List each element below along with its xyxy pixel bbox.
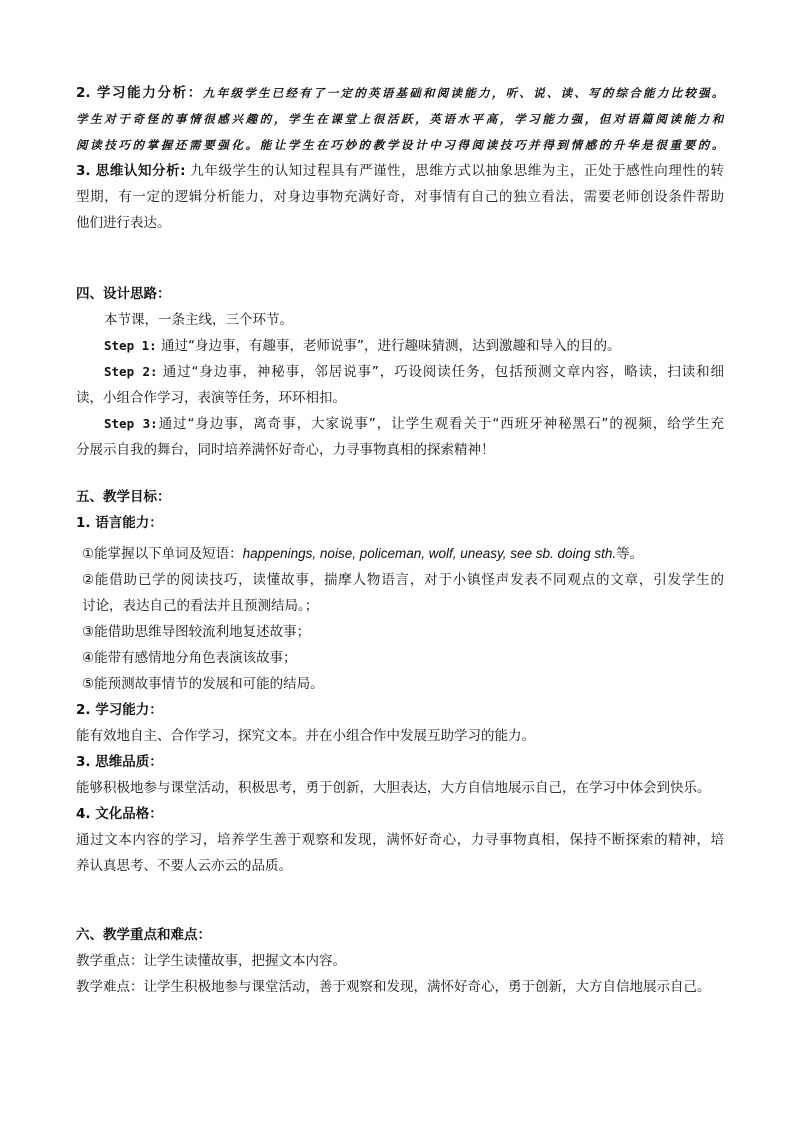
step-text: 通过“身边事，离奇事，大家说事”，让学生观看关于“西班牙神秘黑石”的视频，给学生充	[157, 416, 724, 432]
section-label: 2. 学习能力分析：	[76, 85, 203, 101]
objective-text: 等。	[616, 546, 644, 562]
paragraph-text: 九年级学生已经有了一定的英语基础和阅读能力，听、说、读、写的综合能力比较强。	[202, 86, 724, 100]
paragraph-line: 阅读技巧的掌握还需要强化。能让学生在巧妙的教学设计中习得阅读技巧并得到情感的升华是很重要的。	[76, 138, 724, 152]
step-text: 通过“身边事，神秘事，邻居说事”，巧设阅读任务，包括预测文章内容，略读，扫读和细	[157, 364, 724, 380]
subsection-label: 2. 学习能力：	[76, 702, 163, 718]
subsection-label: 4. 文化品格：	[76, 806, 163, 822]
teaching-objectives-section	[76, 484, 724, 879]
paragraph-line: 养认真思考、不要人云亦云的品质。	[76, 858, 292, 874]
paragraph-line: 能够积极地参与课堂活动，积极思考，勇于创新，大胆表达，大方自信地展示自己，在学习中体会到快乐。	[76, 780, 711, 796]
focus-difficulty-section	[76, 922, 724, 1000]
objective-item-3: ③能借助思维导图较流利地复述故事；	[82, 624, 311, 640]
paragraph-line	[76, 158, 724, 184]
step-text: 通过“身边事，有趣事，老师说事”，进行趣味猜测，达到激趣和导入的目的。	[156, 338, 621, 354]
paragraph-line: 学生对于奇怪的事情很感兴趣的，学生在课堂上很活跃，英语水平高，学习能力强，但对语篇阅读能力和	[76, 112, 724, 126]
step-label: Step 2:	[104, 364, 158, 379]
teaching-focus: 教学重点：让学生读懂故事，把握文本内容。	[76, 953, 346, 969]
step-label: Step 3:	[104, 416, 158, 431]
learning-ability-analysis	[76, 80, 724, 158]
objective-item-4: ④能带有感情地分角色表演该故事；	[82, 650, 297, 666]
paragraph-line: 通过文本内容的学习，培养学生善于观察和发现，满怀好奇心，力寻事物真相，保持不断探索的精神，培	[76, 832, 724, 848]
objective-item-5: ⑤能预测故事情节的发展和可能的结局。	[82, 676, 324, 692]
design-ideas-section	[76, 281, 724, 463]
teaching-difficulty: 教学难点：让学生积极地参与课堂活动，善于观察和发现，满怀好奇心，勇于创新，大方自信地展示自己。	[76, 979, 711, 995]
section-label: 3. 思维认知分析:	[76, 163, 186, 179]
thinking-cognition-analysis	[76, 158, 724, 236]
paragraph-line: 本节课，一条主线，三个环节。	[104, 312, 293, 328]
step-label: Step 1:	[104, 338, 157, 353]
paragraph-text: 九年级学生的认知过程具有严谨性，思维方式以抽象思维为主，正处于感性向理性的转	[185, 163, 724, 179]
subsection-label: 3. 思维品质：	[76, 754, 163, 770]
section-heading: 六、教学重点和难点：	[76, 927, 211, 943]
paragraph-line: 读，小组合作学习，表演等任务，环环相扣。	[76, 390, 346, 406]
objective-item-1	[76, 541, 724, 567]
step-2	[76, 359, 724, 385]
objective-item-2-cont: 讨论，表达自己的看法并且预测结局。；	[82, 598, 319, 614]
paragraph-line: 能有效地自主、合作学习，探究文本。并在小组合作中发展互助学习的能力。	[76, 728, 535, 744]
objective-item-2: ②能借助已学的阅读技巧，读懂故事，揣摩人物语言，对于小镇怪声发表不同观点的文章，引发学生的	[82, 572, 724, 588]
section-heading: 五、教学目标：	[76, 489, 171, 505]
subsection-label: 1. 语言能力：	[76, 515, 163, 531]
paragraph-line: 分展示自我的舞台，同时培养满怀好奇心，力寻事物真相的探索精神！	[76, 442, 495, 458]
step-3	[76, 411, 724, 437]
paragraph-line: 他们进行表达。	[76, 215, 171, 231]
section-heading: 四、设计思路：	[76, 286, 171, 302]
paragraph-line	[76, 80, 724, 106]
vocabulary-list: happenings, noise, policeman, wolf, uneasy, see sb. doing sth.	[242, 546, 617, 561]
step-1	[76, 333, 724, 359]
paragraph-line: 型期，有一定的逻辑分析能力，对身边事物充满好奇，对事情有自己的独立看法，需要老师创设条件帮助	[76, 189, 724, 205]
objective-text: ①能掌握以下单词及短语：	[82, 546, 243, 562]
